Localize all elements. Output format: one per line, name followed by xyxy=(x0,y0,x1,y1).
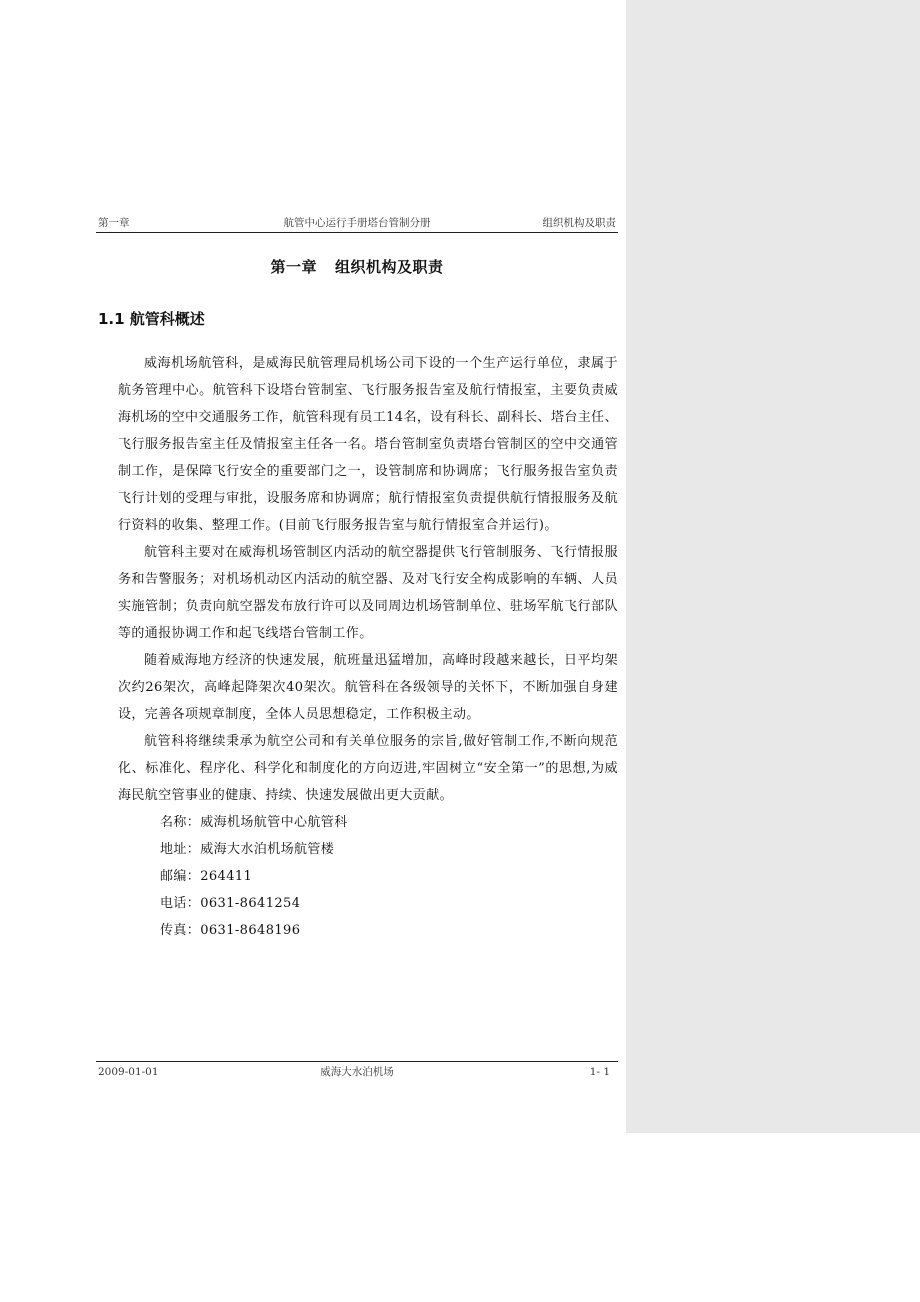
contact-fax: 传真：0631-8648196 xyxy=(160,923,301,938)
paragraph-overview: 威海机场航管科，是威海民航管理局机场公司下设的一个生产运行单位，隶属于航务管理中心。航管科下设塔台管制室、飞行服务报告室及航行情报室，主要负责威海机场的空中交通服务工作，航管科现有员工14名，设有科长、副科长、塔台主任、飞行服务报告室主任及情报室主任各一名。塔台管制室负责塔台管制区的空中交通管制工作，是保障飞行安全的重要部门之一，设管制席和协调席；飞行服务报告室负责飞行计划的受理与审批，设服务席和协调席；航行情报室负责提供航行情报服务及航行资料的收集、整理工作。(目前飞行服务报告室与航行情报室合并运行)。 xyxy=(118,356,618,533)
chapter-number: 第一章 xyxy=(270,258,317,276)
contact-address: 地址：威海大水泊机场航管楼 xyxy=(160,842,335,857)
footer-page-number: 1- 1 xyxy=(589,1066,610,1078)
contact-postcode: 邮编：264411 xyxy=(160,869,253,884)
paragraph-mission: 航管科将继续秉承为航空公司和有关单位服务的宗旨,做好管制工作,不断向规范化、标准化、程序化、科学化和制度化的方向迈进,牢固树立“安全第一”的思想,为威海民航空管事业的健康、持续、快速发展做出更大贡献。 xyxy=(118,734,618,803)
chapter-name: 组织机构及职责 xyxy=(335,258,444,276)
paragraph-duties: 航管科主要对在威海机场管制区内活动的航空器提供飞行管制服务、飞行情报服务和告警服务；对机场机动区内活动的航空器、及对飞行安全构成影响的车辆、人员实施管制；负责向航空器发布放行许可以及同周边机场管制单位、驻场军航飞行部队等的通报协调工作和起飞线塔台管制工作。 xyxy=(118,545,618,641)
document-page xyxy=(96,0,618,1302)
header-chapter: 第一章 xyxy=(98,217,130,229)
footer-airport: 威海大水泊机场 xyxy=(320,1066,394,1078)
page-footer xyxy=(96,1061,618,1078)
body-text xyxy=(118,350,618,944)
section-title: 1.1 航管科概述 xyxy=(98,310,205,328)
contact-info xyxy=(118,809,618,944)
chapter-title xyxy=(96,256,618,277)
header-manual-title: 航管中心运行手册塔台管制分册 xyxy=(283,217,431,229)
footer-date: 2009-01-01 xyxy=(98,1066,159,1078)
paragraph-development: 随着威海地方经济的快速发展，航班量迅猛增加，高峰时段越来越长，日平均架次约26架次，高峰起降架次40架次。航管科在各级领导的关怀下，不断加强自身建设，完善各项规章制度，全体人员思想稳定，工作积极主动。 xyxy=(118,653,618,722)
contact-name: 名称：威海机场航管中心航管科 xyxy=(160,815,348,830)
contact-phone: 电话：0631-8641254 xyxy=(160,896,301,911)
page-header xyxy=(96,214,618,233)
comment-pane xyxy=(626,0,920,1133)
header-section-name: 组织机构及职责 xyxy=(542,217,616,229)
